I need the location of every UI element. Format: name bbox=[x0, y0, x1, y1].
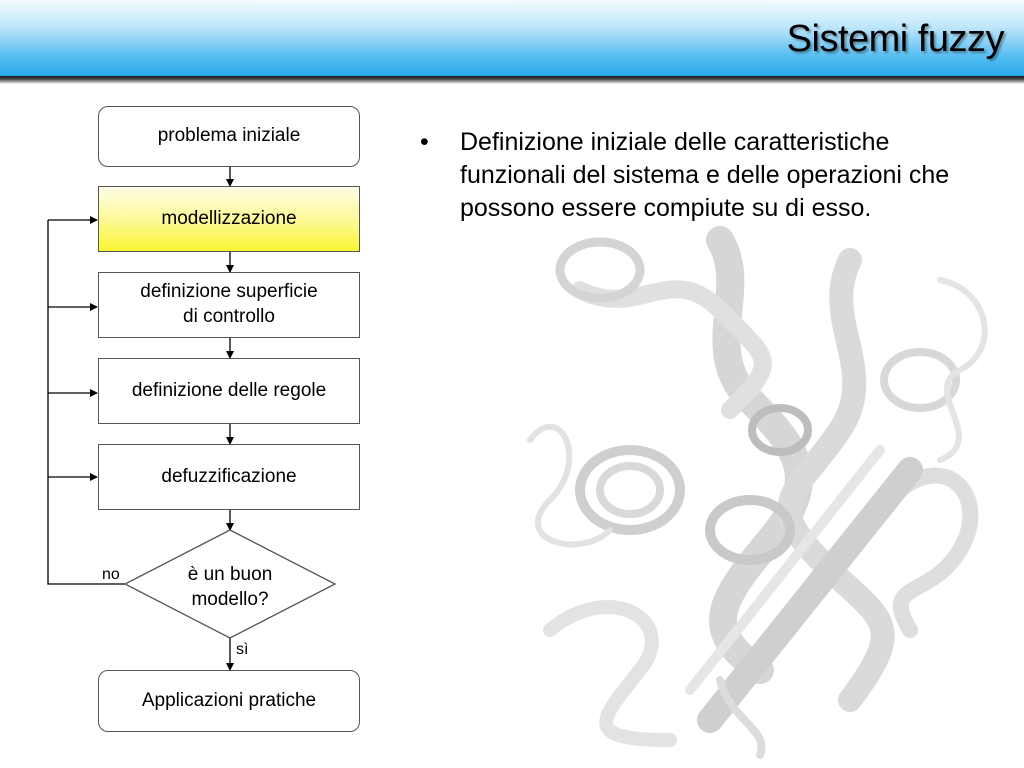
decision-no-label: no bbox=[102, 566, 120, 583]
flow-step-label: defuzzificazione bbox=[161, 465, 297, 487]
flow-step-definizione-superficie bbox=[98, 272, 360, 338]
slide-title: Sistemi fuzzy bbox=[786, 18, 1004, 60]
flow-step-defuzzificazione bbox=[98, 444, 360, 510]
decision-label: è un buon modello? bbox=[187, 564, 273, 610]
flow-step-definizione-regole bbox=[98, 358, 360, 424]
bullet-item: Definizione iniziale delle caratteristiche funzionali del sistema e delle operazioni che possono essere compiute su di esso. bbox=[460, 128, 950, 222]
flow-step-label: definizione delle regole bbox=[131, 379, 327, 401]
bullet-list bbox=[420, 126, 980, 225]
bullet-marker: • bbox=[420, 128, 429, 156]
flow-step-label: Applicazioni pratiche bbox=[141, 689, 317, 711]
flow-step-modellizzazione bbox=[98, 186, 360, 252]
flow-step-label: definizione superficie di controllo bbox=[140, 281, 318, 327]
flow-step-label: modellizzazione bbox=[161, 207, 297, 229]
flow-step-problema-iniziale bbox=[98, 106, 360, 167]
decision-yes-label: sì bbox=[236, 641, 249, 658]
flow-step-label: problema iniziale bbox=[157, 125, 301, 147]
flow-step-applicazioni-pratiche bbox=[98, 670, 360, 732]
